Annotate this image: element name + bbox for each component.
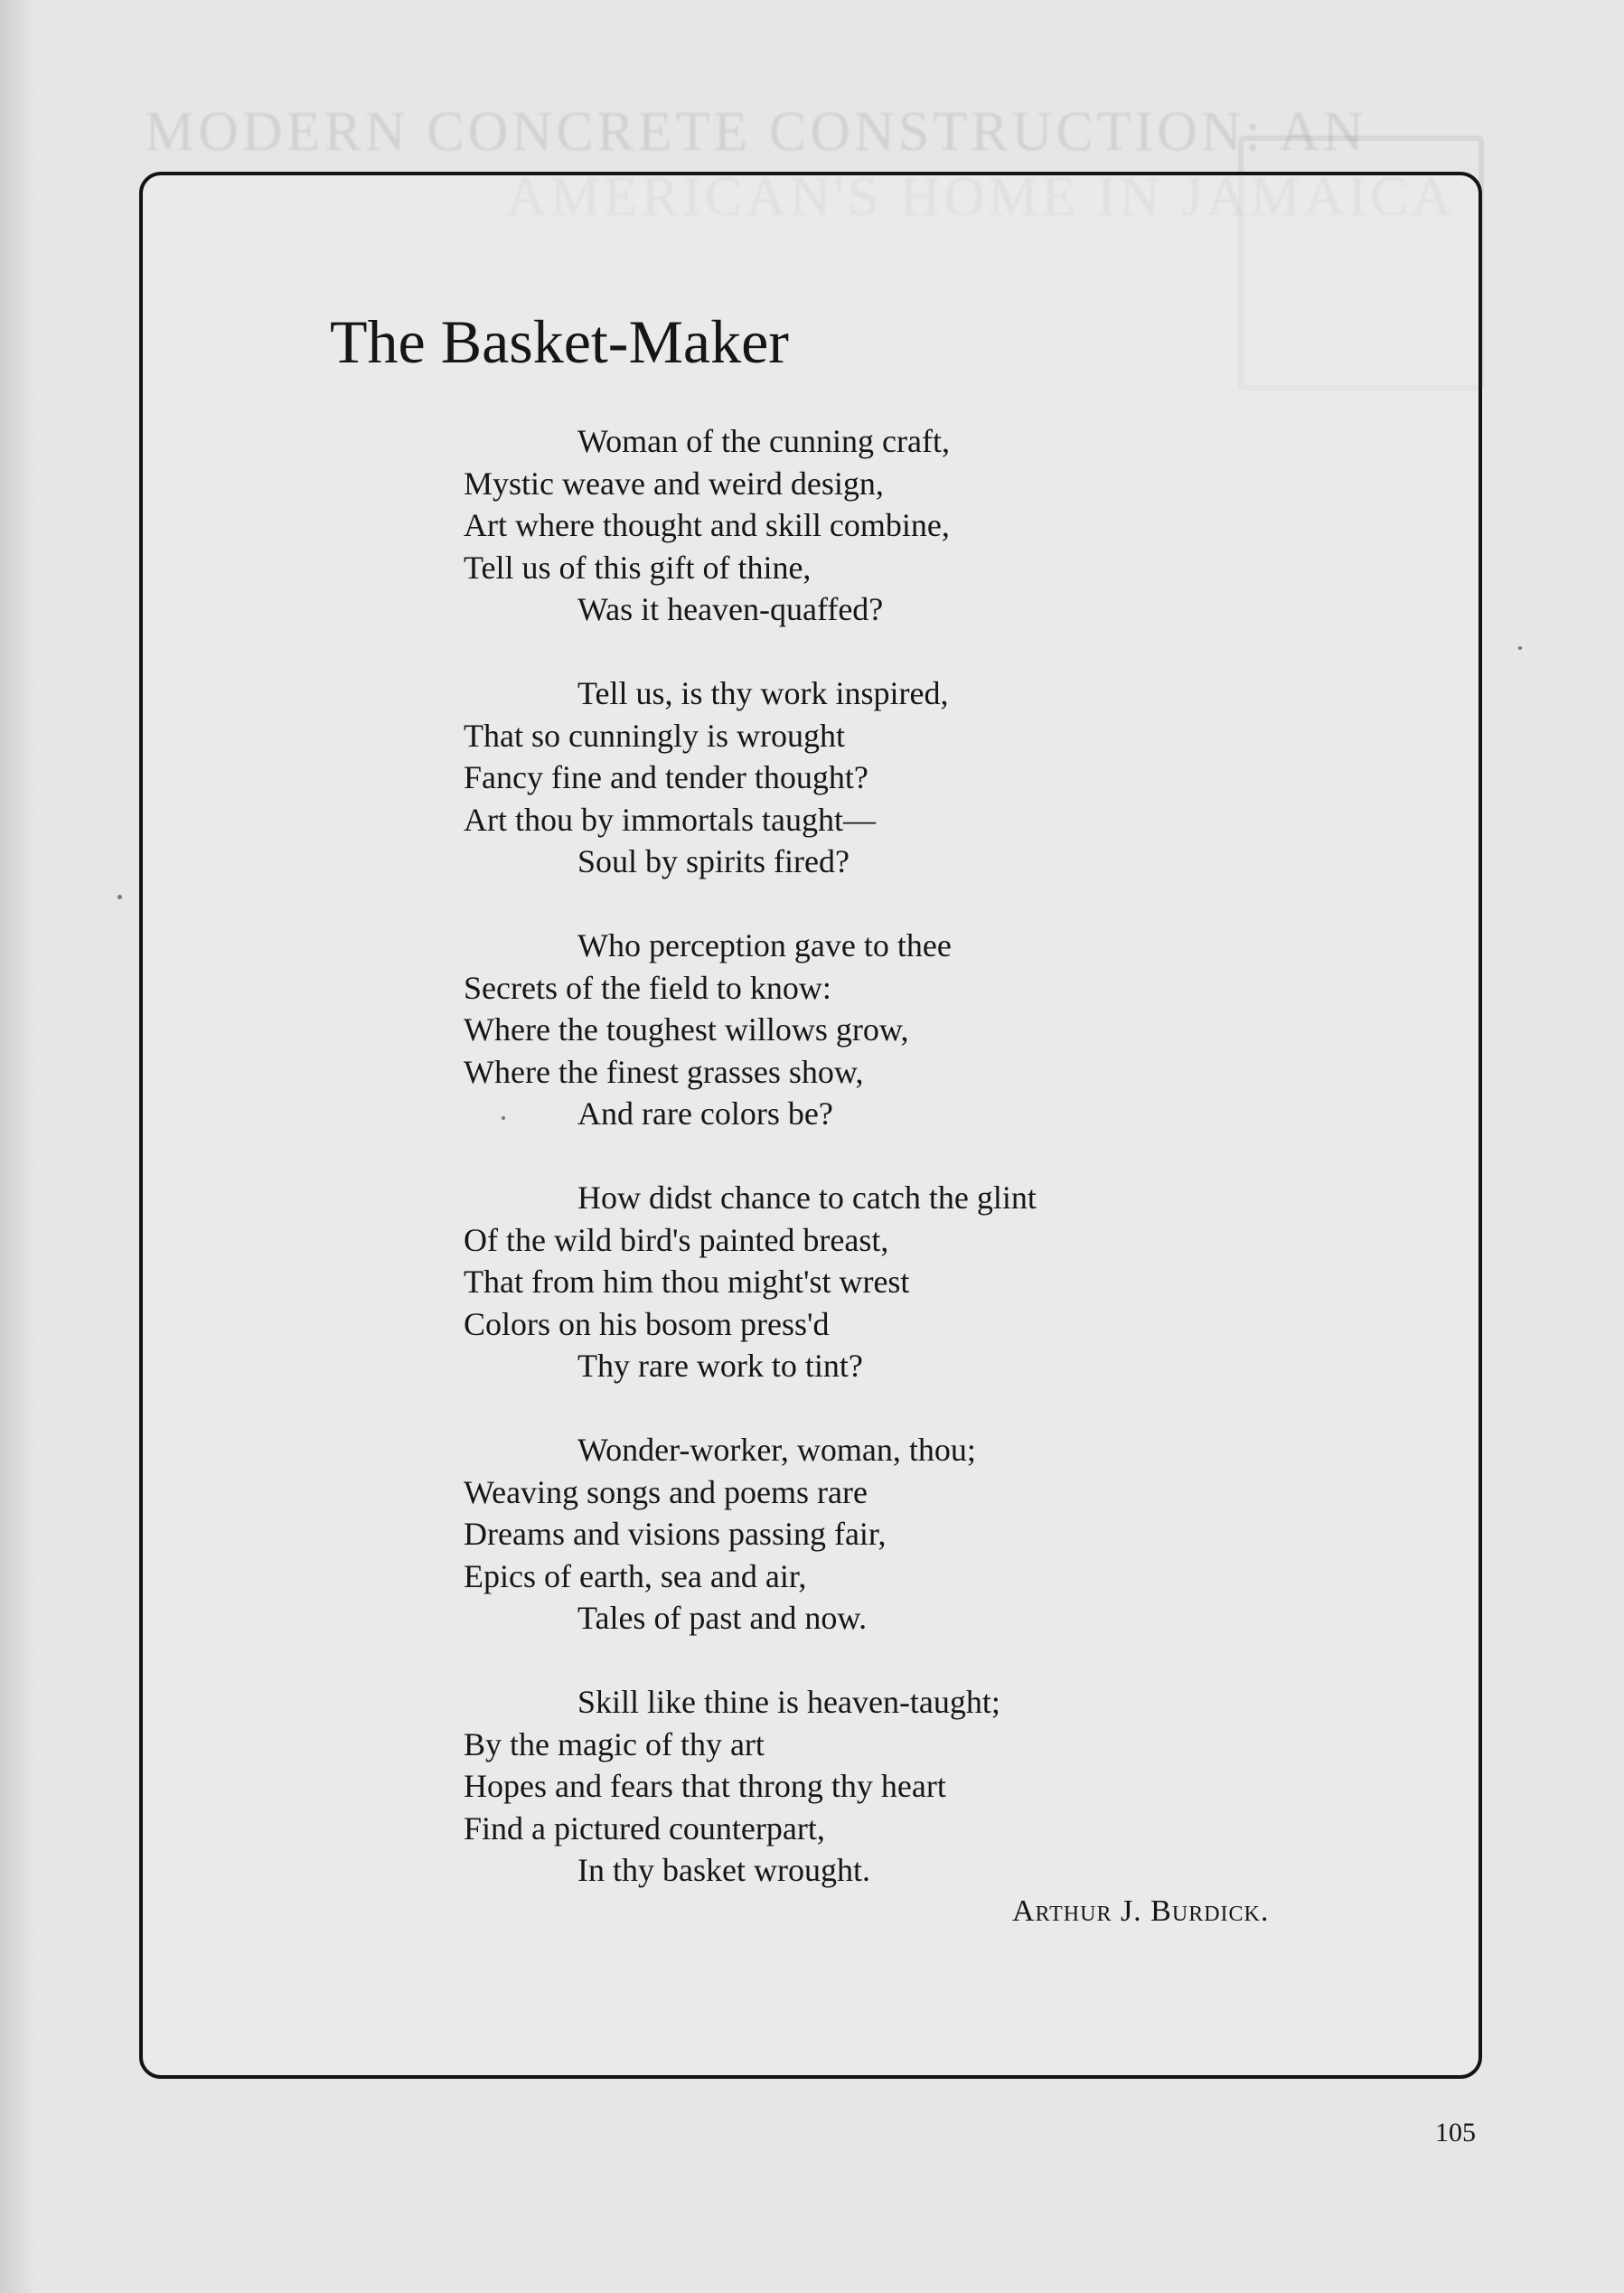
poem-line: Find a pictured counterpart, [464,1809,825,1847]
scan-speck [1518,646,1522,650]
poem-line: Who perception gave to thee [577,927,952,963]
poem-line: Skill like thine is heaven-taught; [577,1684,1000,1720]
stanza [464,1681,1440,1892]
poem-line: And rare colors be? [577,1095,833,1132]
poem-line: Art thou by immortals taught— [464,801,876,838]
poem-line: Epics of earth, sea and air, [464,1557,807,1594]
stanza [464,925,1440,1135]
scan-speck [502,1116,505,1120]
poem-line: Soul by spirits fired? [577,843,850,879]
poem-line: That so cunningly is wrought [464,717,845,754]
poem-line: Fancy fine and tender thought? [464,759,868,795]
poem-author: Arthur J. Burdick. [1012,1894,1270,1928]
scan-speck [117,895,122,899]
poem-line: Wonder-worker, woman, thou; [577,1432,976,1468]
stanza [464,1177,1440,1387]
poem-line: Tell us of this gift of thine, [464,549,812,586]
poem-body [464,420,1440,1933]
poem-line: Dreams and visions passing fair, [464,1516,887,1552]
poem-line: Art where thought and skill combine, [464,507,950,543]
poem-line: Of the wild bird's painted breast, [464,1221,889,1258]
poem-line: Mystic weave and weird design, [464,465,884,502]
poem-line: Tales of past and now. [577,1600,868,1636]
poem-line: Thy rare work to tint? [577,1348,863,1384]
poem-line: Secrets of the field to know: [464,969,831,1006]
poem-line: In thy basket wrought. [577,1852,870,1888]
poem-line: Where the finest grasses show, [464,1053,864,1090]
stanza [464,1429,1440,1640]
poem-line: Was it heaven-quaffed? [577,591,884,627]
poem-line: Weaving songs and poems rare [464,1473,868,1510]
poem-title: The Basket-Maker [330,307,789,376]
poem-line: By the magic of thy art [464,1725,765,1762]
stanza [464,420,1440,631]
poem-line: Hopes and fears that throng thy heart [464,1768,946,1804]
page-number: 105 [1435,2118,1476,2147]
poem-line: Woman of the cunning craft, [577,423,950,459]
poem-line: Colors on his bosom press'd [464,1305,830,1342]
stanza [464,672,1440,883]
poem-line: Tell us, is thy work inspired, [577,675,949,711]
bleed-through-title-line-1: MODERN CONCRETE CONSTRUCTION: AN [145,101,1367,163]
poem-line: That from him thou might'st wrest [464,1264,910,1300]
poem-line: How didst chance to catch the glint [577,1179,1037,1216]
page-edge-shadow [0,0,36,2293]
poem-line: Where the toughest willows grow, [464,1011,909,1048]
